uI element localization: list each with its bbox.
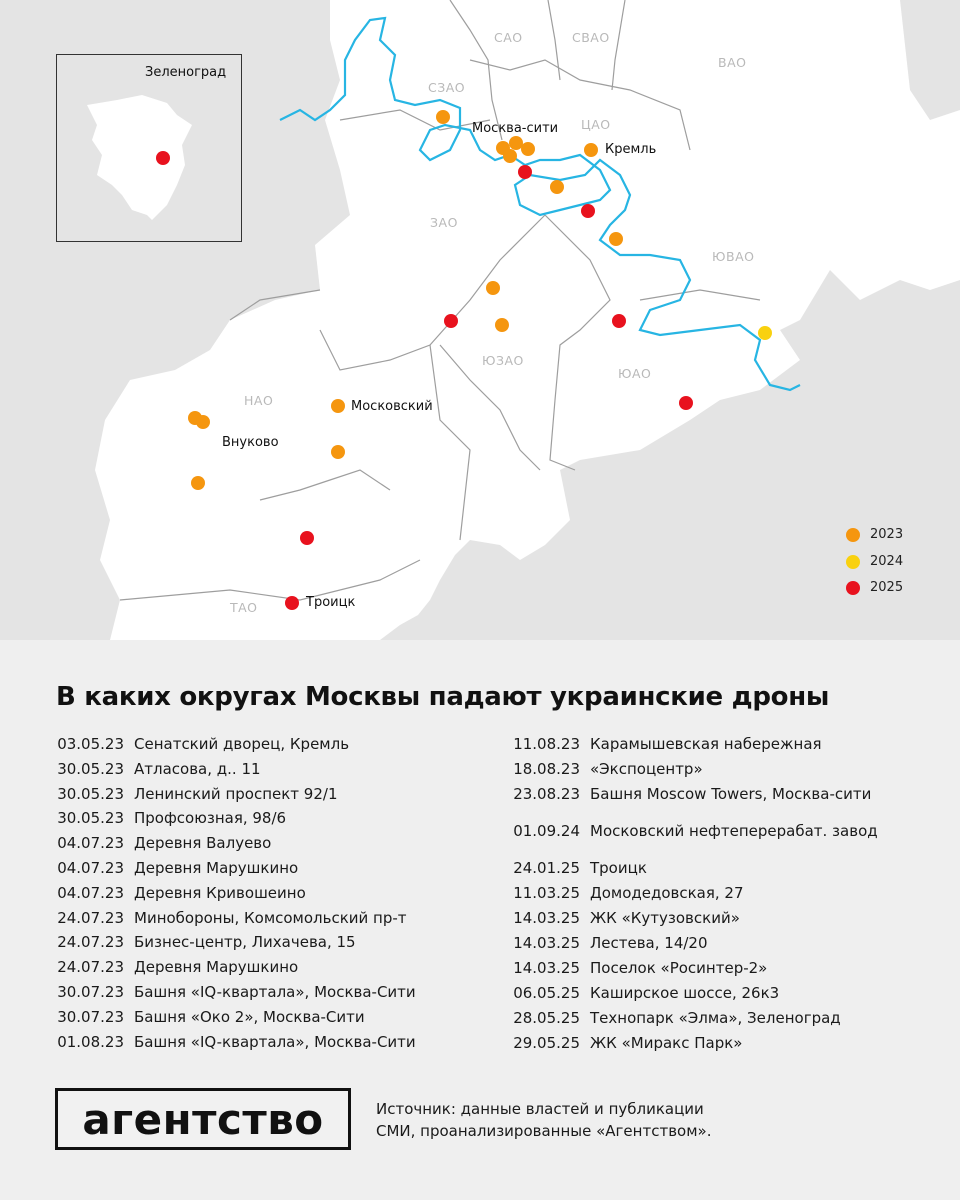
zelenograd-territory	[87, 95, 192, 220]
incident-date: 01.08.23	[57, 1032, 124, 1051]
incident-date: 30.07.23	[57, 983, 124, 1001]
incident-place: Домодедовская, 27	[590, 884, 744, 902]
incident-place: Ленинский проспект 92/1	[134, 784, 338, 803]
incident-date: 30.07.23	[57, 1007, 124, 1026]
incident-date: 30.05.23	[57, 809, 124, 828]
incident-place: Московский нефтеперерабат. завод	[590, 822, 878, 840]
zelenograd-inset	[56, 54, 242, 242]
legend-item-2025	[846, 580, 903, 595]
district-label-svao: СВАО	[572, 30, 610, 45]
district-label-szao: СЗАО	[428, 80, 466, 95]
legend-dot	[846, 528, 860, 542]
incident-place: Карамышевская набережная	[590, 735, 822, 753]
incident-date: 30.05.23	[57, 759, 124, 778]
incident-place: Троицк	[590, 859, 647, 877]
incident-date: 29.05.25	[513, 1034, 580, 1052]
legend-year: 2024	[870, 554, 904, 569]
inset-title: Зеленоград	[145, 65, 227, 80]
source-note	[376, 1098, 711, 1142]
incident-place: Атласова, д.. 11	[134, 759, 261, 778]
marker-2023	[191, 476, 205, 490]
marker-2023	[550, 180, 564, 194]
incident-place: ЖК «Кутузовский»	[590, 909, 740, 927]
place-label-moskovsky: Московский	[351, 399, 433, 414]
page-title: В каких округах Москвы падают украинские дроны	[56, 682, 830, 712]
district-label-zao: ЗАО	[430, 215, 458, 230]
incident-date: 01.09.24	[513, 822, 580, 840]
marker-2023	[331, 399, 345, 413]
marker-2025	[300, 531, 314, 545]
incident-date: 24.01.25	[513, 859, 580, 877]
legend-dot	[846, 555, 860, 569]
place-label-kremlin: Кремль	[605, 142, 657, 157]
incident-place: Бизнес-центр, Лихачева, 15	[134, 933, 356, 952]
district-label-tao: ТАО	[230, 600, 258, 615]
marker-2023	[436, 110, 450, 124]
district-label-yuzao: ЮЗАО	[482, 353, 524, 368]
incident-date: 23.08.23	[513, 785, 580, 803]
marker-2023	[196, 415, 210, 429]
marker-2024	[758, 326, 772, 340]
incident-place: Сенатский дворец, Кремль	[134, 735, 350, 753]
incident-date: 28.05.25	[513, 1009, 580, 1027]
place-label-vnukovo: Внуково	[222, 435, 279, 450]
marker-2023	[331, 445, 345, 459]
incident-date: 30.05.23	[57, 784, 124, 803]
source-line: Источник: данные властей и публикации	[376, 1100, 704, 1118]
marker-2025	[444, 314, 458, 328]
legend-item-2023	[846, 527, 903, 542]
district-label-nao: НАО	[244, 393, 274, 408]
district-label-cao: ЦАО	[581, 117, 611, 132]
district-label-yuvao: ЮВАО	[712, 249, 755, 264]
incident-date: 24.07.23	[57, 958, 124, 977]
marker-2023	[521, 142, 535, 156]
marker-2025	[612, 314, 626, 328]
marker-2025	[581, 204, 595, 218]
incident-place: Каширское шоссе, 26к3	[590, 984, 780, 1002]
marker-2023	[486, 281, 500, 295]
legend-year: 2023	[870, 527, 904, 542]
source-line: СМИ, проанализированные «Агентством».	[376, 1122, 712, 1140]
incident-place: Минобороны, Комсомольский пр-т	[134, 908, 407, 927]
marker-2025	[285, 596, 299, 610]
incident-date: 11.08.23	[513, 735, 580, 753]
incident-date: 14.03.25	[513, 909, 580, 927]
incident-place: Профсоюзная, 98/6	[134, 809, 287, 828]
incident-place: Поселок «Росинтер-2»	[590, 959, 768, 977]
incident-place: ЖК «Миракс Парк»	[590, 1034, 743, 1052]
incident-place: Лестева, 14/20	[590, 934, 708, 952]
incident-date: 04.07.23	[57, 859, 124, 877]
incident-date: 03.05.23	[57, 735, 124, 753]
incident-date: 24.07.23	[57, 908, 124, 927]
district-label-sao: САО	[494, 30, 523, 45]
incident-place: Башня Moscow Towers, Москва-сити	[590, 785, 872, 803]
place-label-moscow-city: Москва-сити	[472, 121, 559, 136]
incident-date: 06.05.25	[513, 984, 580, 1002]
agentstvo-logo: агентство	[55, 1088, 351, 1150]
incident-place: Деревня Марушкино	[134, 859, 299, 877]
incident-place: Башня «Око 2», Москва-Сити	[134, 1007, 365, 1026]
legend-item-2024	[846, 554, 903, 569]
incident-date: 18.08.23	[513, 760, 580, 778]
marker-2025	[518, 165, 532, 179]
legend-dot	[846, 581, 860, 595]
marker-2025	[156, 151, 170, 165]
district-label-vao: ВАО	[718, 55, 747, 70]
district-label-yuao: ЮАО	[618, 366, 652, 381]
incident-date: 24.07.23	[57, 933, 124, 952]
incident-date: 14.03.25	[513, 934, 580, 952]
marker-2025	[679, 396, 693, 410]
marker-2023	[584, 143, 598, 157]
legend-year: 2025	[870, 580, 904, 595]
marker-2023	[509, 136, 523, 150]
incident-place: Деревня Марушкино	[134, 958, 299, 977]
incident-date: 11.03.25	[513, 884, 580, 902]
incident-place: Деревня Кривошеино	[134, 883, 306, 902]
incident-place: Технопарк «Элма», Зеленоград	[590, 1009, 841, 1027]
incident-date: 04.07.23	[57, 883, 124, 902]
incident-date: 04.07.23	[57, 834, 124, 853]
marker-2023	[503, 149, 517, 163]
marker-2023	[495, 318, 509, 332]
incident-place: Деревня Валуево	[134, 834, 272, 853]
incident-place: Башня «IQ-квартала», Москва-Сити	[134, 983, 416, 1001]
marker-2023	[609, 232, 623, 246]
incident-place: Башня «IQ-квартала», Москва-Сити	[134, 1032, 416, 1051]
incident-place: «Экспоцентр»	[590, 760, 703, 778]
place-label-troitsk: Троицк	[306, 595, 356, 610]
incident-date: 14.03.25	[513, 959, 580, 977]
